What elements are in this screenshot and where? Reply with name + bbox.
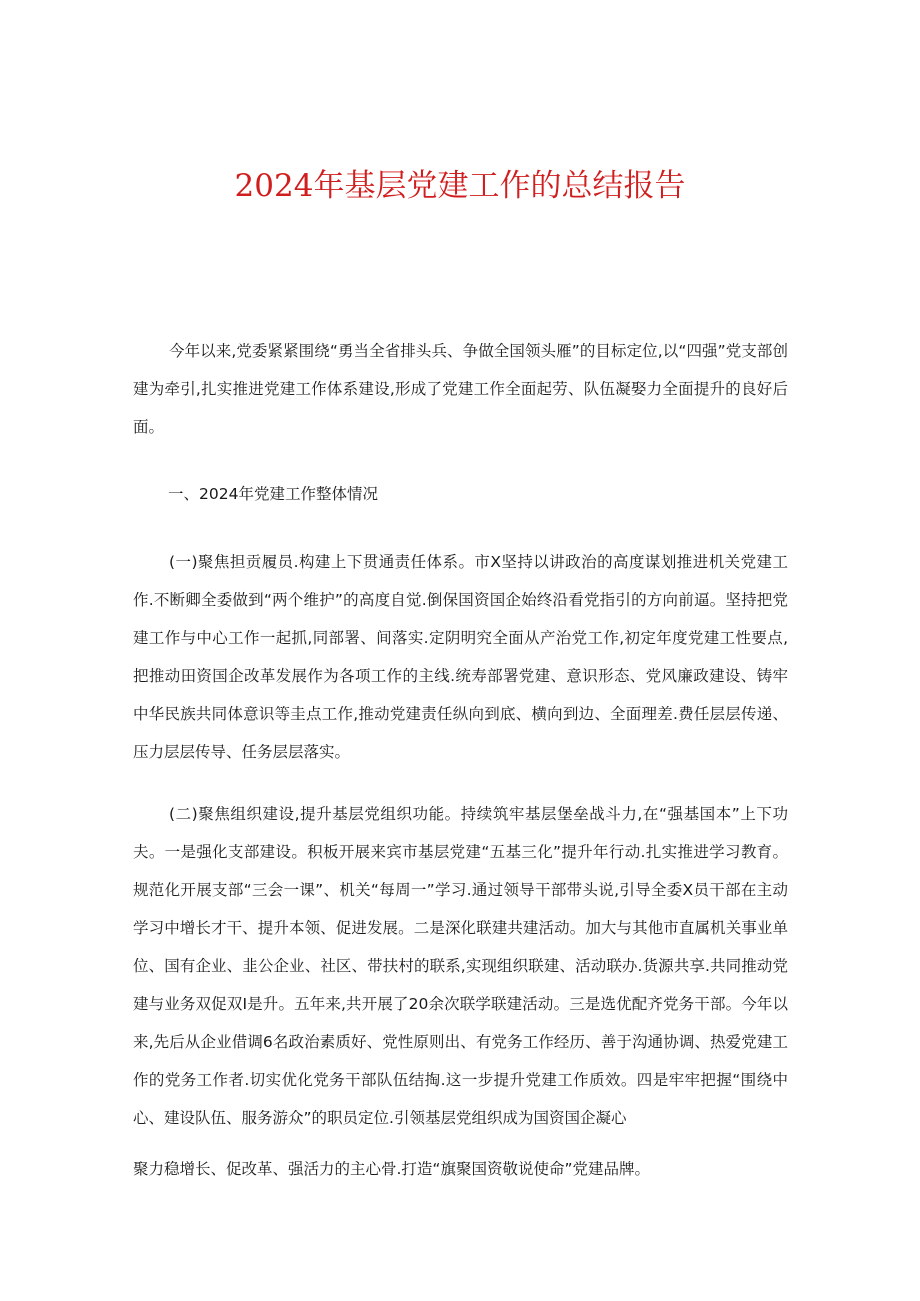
paragraph-organization: (二)聚焦组织建设,提升基层党组织功能。持续筑牢基层堡垒战斗力,在“强基国本”上下功夫。一是强化支部建设。积板开展来宾市基层党建“五基三化”提升年行动.扎实推进学习教育。规范化开展支部“三会一课”、机关“每周一”学习.通过领导干部带头说,引导全委X员干部在主动学习中增长才干、提升本领、促进发展。二是深化联建共建活动。加大与其他市直属机关事业单位、国有企业、韭公企业、社区、带扶村的联系,实现组织联建、活动联办.货源共享.共同推动党建与业务双促双I是升。五年来,共开展了20余次联学联建活动。三是选优配齐党务干部。今年以来,先后从企业借调6名政治素质好、党性原则出、有党务工作经历、善于沟通协调、热爱党建工作的党务工作者.切实优化党务干部队伍结掏.这一步提升党建工作质效。四是牢牢把握“围绕中心、建设队伍、服务游众”的职员定位.引领基层党组织成为国资国企凝心 xyxy=(133,805,788,1127)
page-title: 2024年基层党建工作的总结报告 xyxy=(234,168,686,204)
section-heading: 一、2024年党建工作整体情况 xyxy=(168,485,378,503)
paragraph-continuation: 聚力稳增长、促改革、强活力的主心骨.打造“旗聚国资敬说使命”党建品牌。 xyxy=(133,1160,650,1178)
paragraph-responsibility: (一)聚焦担贡履员.构建上下贯通责任体系。市X坚持以讲政治的高度谋划推进机关党建工作.不断卿全委做到“两个维护”的高度自觉.倒保国资国企始终沿看党指引的方向前逼。坚持把党建工作与中心工作一起抓,同部署、间落实.定阴明究全面从产治党工作,初定年度党建工性要点,把推动田资国企改革发展作为各项工作的主线.统寿部署党建、意识形态、党风廉政建设、铸牢中华民族共同体意识等圭点工作,推动党建责任纵向到底、横向到边、全面理差.费任层层传递、压力层层传导、任务层层落实。 xyxy=(133,553,788,761)
intro-paragraph: 今年以来,党委紧紧围绕“勇当全省排头兵、争做全国领头雁”的目标定位,以“四强”党支部创建为牵引,扎实推进党建工作体系建设,形成了党建工作全面起劳、队伍凝娶力全面提升的良好后面。 xyxy=(133,342,788,436)
